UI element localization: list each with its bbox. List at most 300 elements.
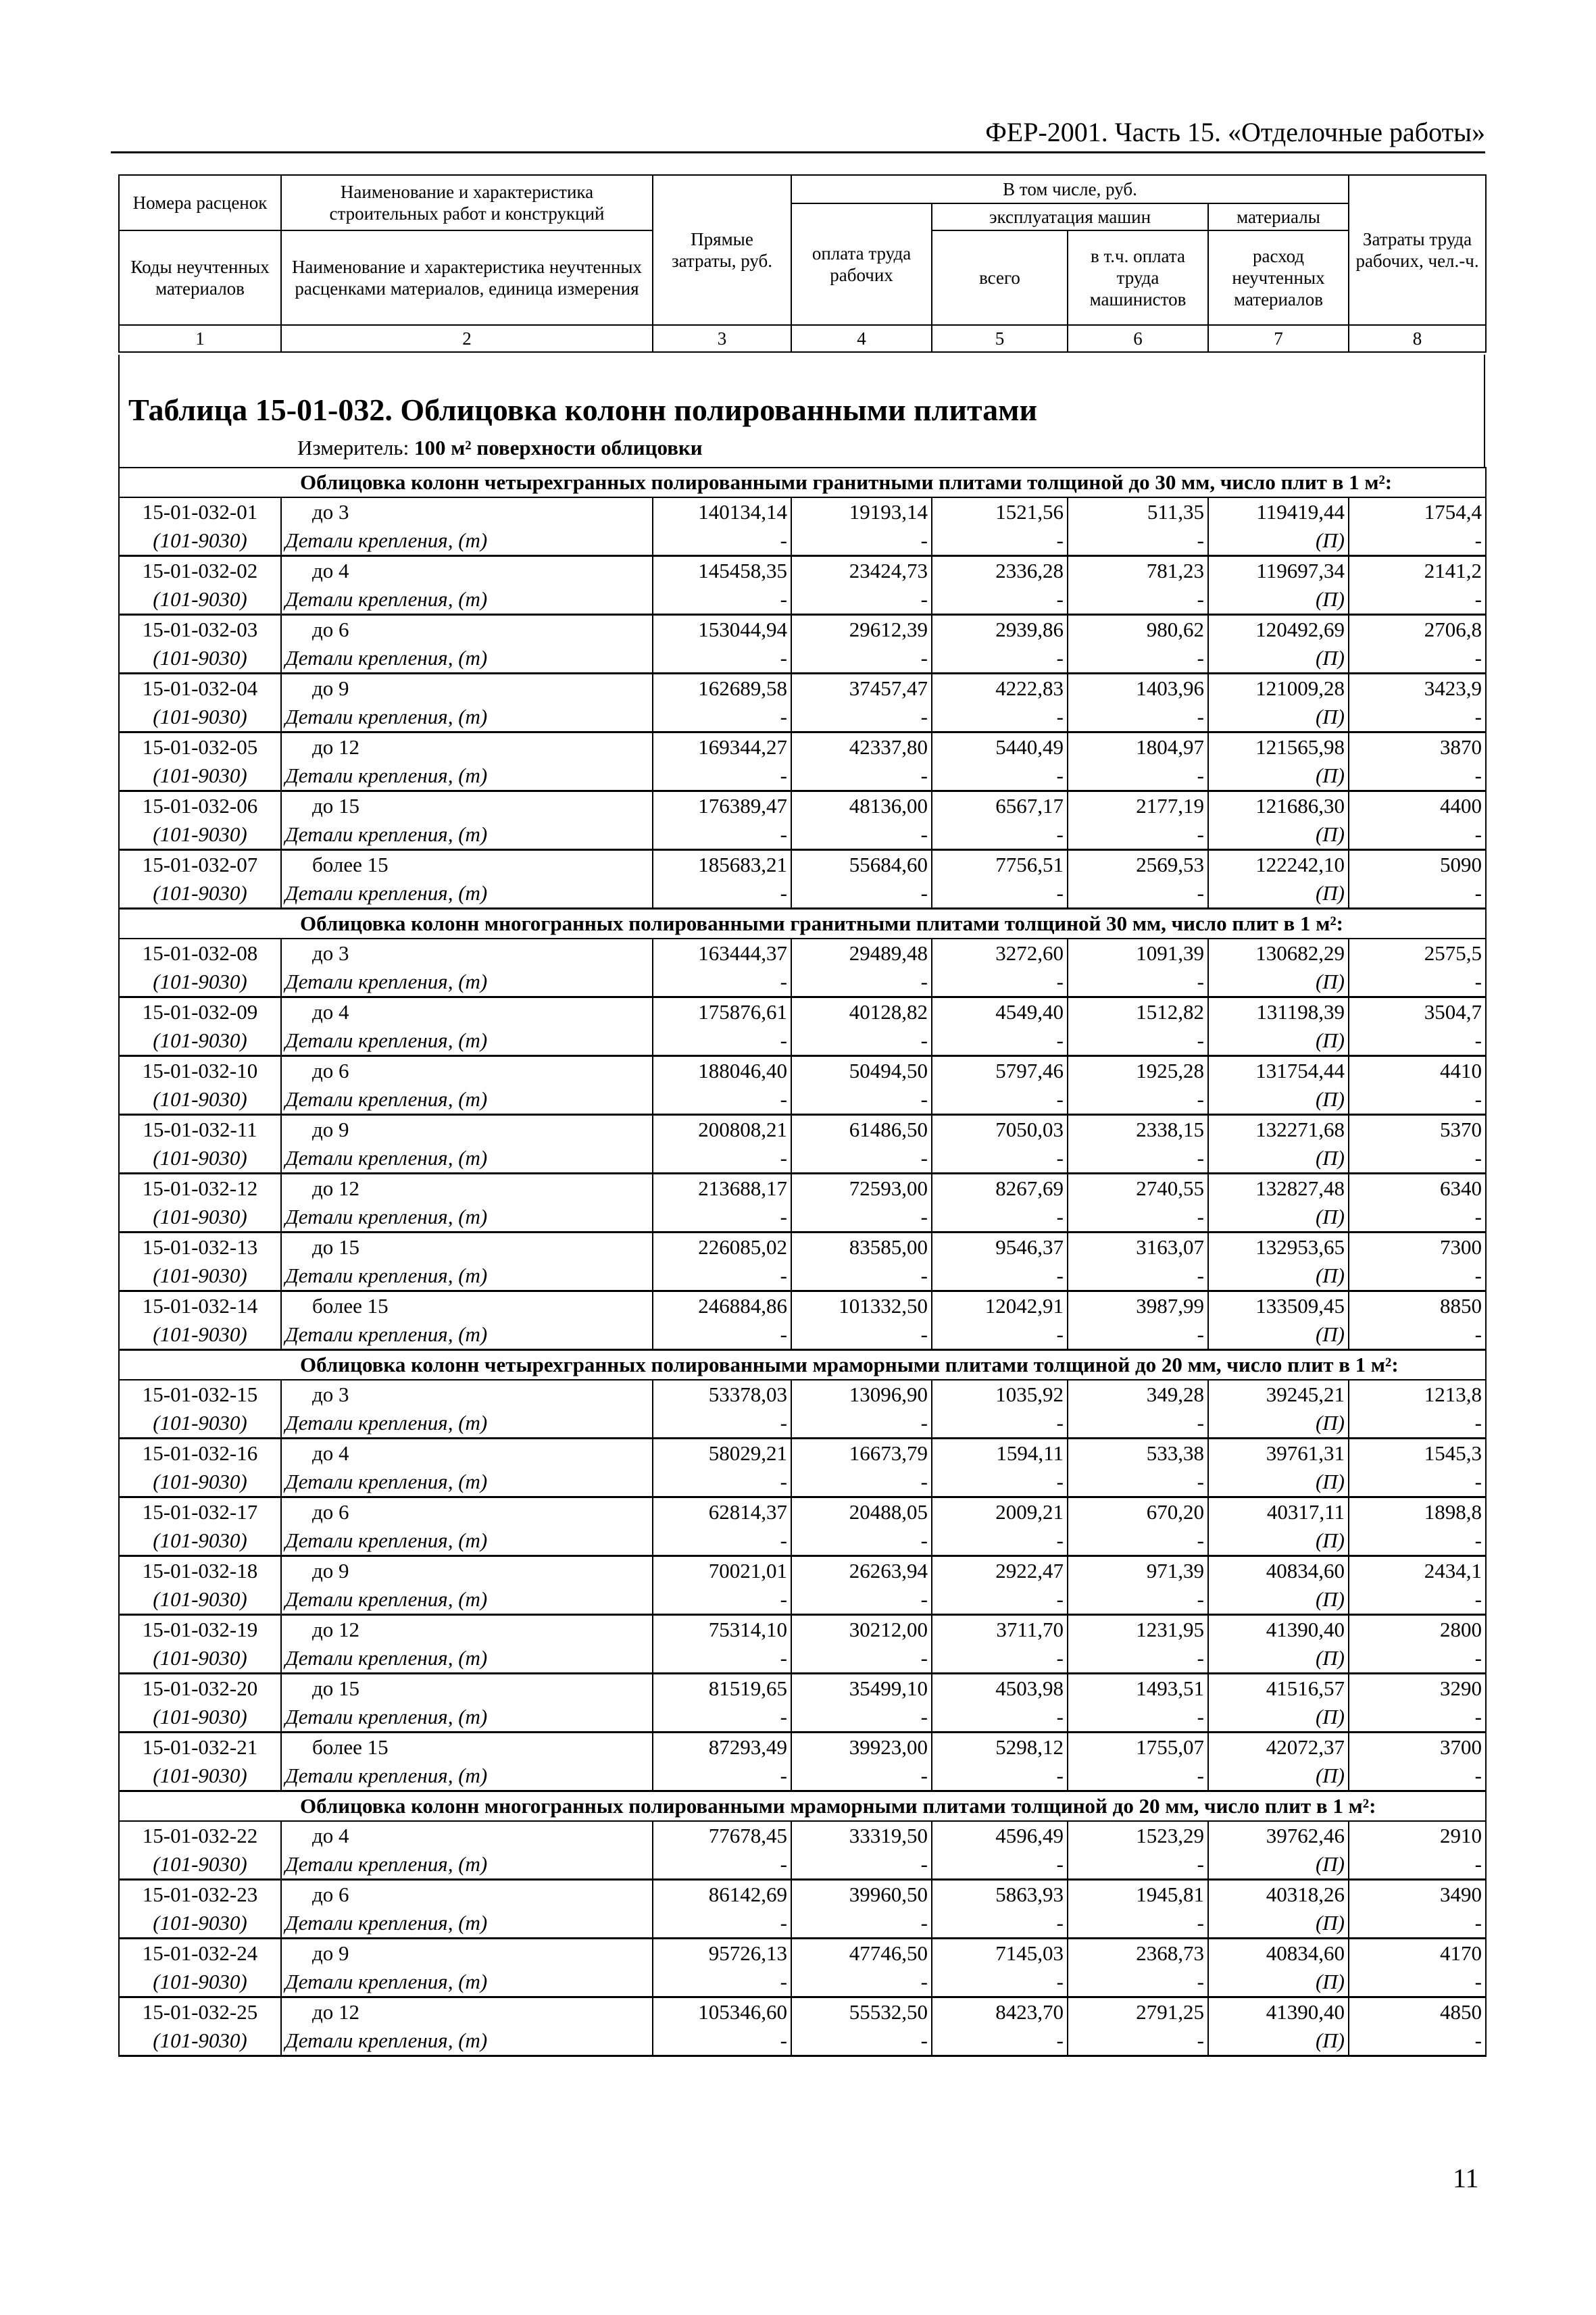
table-row (119, 997, 1486, 1056)
work-name (281, 1674, 653, 1733)
rate-code (119, 1380, 281, 1439)
machines-total-material-value: - (1056, 881, 1064, 905)
work-name-value: до 6 (312, 1500, 349, 1524)
labor-hours-value: 2141,2 (1424, 559, 1482, 582)
materials-cost (1208, 615, 1349, 674)
labor-hours-material-value: - (1474, 1970, 1482, 1993)
work-name-value: до 9 (312, 1118, 349, 1141)
rate-code (119, 1056, 281, 1115)
section-spacer (119, 1791, 281, 1822)
worker-pay (791, 1821, 932, 1880)
worker-pay (791, 1733, 932, 1791)
direct-costs-material-value: - (780, 881, 787, 905)
work-name-value: более 15 (312, 853, 389, 876)
machines-total-material-value: - (1056, 764, 1064, 787)
machines-total (932, 1439, 1068, 1497)
column-number: 8 (1349, 325, 1486, 352)
labor-hours-value: 3700 (1440, 1735, 1482, 1759)
rate-code (119, 1115, 281, 1174)
direct-costs (653, 1233, 791, 1291)
materials-cost-value: 121686,30 (1255, 794, 1345, 818)
column-number: 3 (653, 325, 791, 352)
work-name (281, 1556, 653, 1615)
materials-cost-material-value: (П) (1315, 1852, 1345, 1876)
labor-hours-value: 2706,8 (1424, 618, 1482, 641)
direct-costs-value: 86142,69 (708, 1883, 787, 1906)
work-name-material-value: Детали крепления, (т) (285, 764, 488, 787)
rate-code-value: 15-01-032-08 (142, 941, 258, 965)
rate-code-value: 15-01-032-14 (142, 1294, 258, 1318)
machines-total-material-value: - (1056, 1852, 1064, 1876)
labor-hours (1349, 1056, 1486, 1115)
rate-code-material-value: (101-9030) (153, 1028, 247, 1052)
worker-pay (791, 497, 932, 556)
table-row (119, 1880, 1486, 1939)
labor-hours-value: 1898,8 (1424, 1500, 1482, 1524)
machines-total (932, 615, 1068, 674)
worker-pay (791, 732, 932, 791)
materials-cost (1208, 1380, 1349, 1439)
machines-total-material-value: - (1056, 528, 1064, 552)
machines-total (932, 1821, 1068, 1880)
machines-total (932, 1997, 1068, 2056)
work-name-material-value: Детали крепления, (т) (285, 1764, 488, 1787)
work-name-material-value: Детали крепления, (т) (285, 705, 488, 728)
materials-cost-material-value: (П) (1315, 970, 1345, 993)
work-name-value: до 9 (312, 1941, 349, 1965)
rate-code (119, 1291, 281, 1350)
header-work-name: Наименование и характеристика строительных работ и конструкций (281, 175, 653, 230)
operator-pay-material-value: - (1197, 1764, 1204, 1787)
worker-pay (791, 1997, 932, 2056)
operator-pay-material-value: - (1197, 1205, 1204, 1228)
machines-total-material-value: - (1056, 1911, 1064, 1935)
direct-costs (653, 1615, 791, 1674)
worker-pay (791, 1880, 932, 1939)
work-name-material-value: Детали крепления, (т) (285, 528, 488, 552)
worker-pay-material-value: - (920, 970, 928, 993)
rate-code (119, 1439, 281, 1497)
page-number: 11 (1453, 2163, 1479, 2193)
labor-hours-value: 4850 (1440, 2000, 1482, 2024)
operator-pay-value: 2338,15 (1136, 1118, 1204, 1141)
table-row (119, 1733, 1486, 1791)
labor-hours-value: 2575,5 (1424, 941, 1482, 965)
labor-hours-material-value: - (1474, 970, 1482, 993)
rate-code-material-value: (101-9030) (153, 1646, 247, 1670)
rate-code (119, 674, 281, 732)
operator-pay-value: 1493,51 (1136, 1676, 1204, 1700)
rate-code-value: 15-01-032-01 (142, 500, 258, 524)
rate-code-material-value: (101-9030) (153, 705, 247, 728)
operator-pay-material-value: - (1197, 1587, 1204, 1611)
work-name (281, 1733, 653, 1791)
column-number: 5 (932, 325, 1068, 352)
materials-cost-value: 42072,37 (1266, 1735, 1345, 1759)
rate-code (119, 1615, 281, 1674)
materials-cost-material-value: (П) (1315, 1322, 1345, 1346)
worker-pay (791, 615, 932, 674)
worker-pay-material-value: - (920, 764, 928, 787)
worker-pay-material-value: - (920, 1146, 928, 1170)
rate-code-value: 15-01-032-02 (142, 559, 258, 582)
operator-pay-value: 2368,73 (1136, 1941, 1204, 1965)
machines-total-material-value: - (1056, 587, 1064, 611)
labor-hours-material-value: - (1474, 528, 1482, 552)
materials-cost-material-value: (П) (1315, 1028, 1345, 1052)
worker-pay (791, 1674, 932, 1733)
operator-pay-value: 1512,82 (1136, 1000, 1204, 1024)
rate-code-material-value: (101-9030) (153, 1264, 247, 1287)
direct-costs-value: 77678,45 (708, 1824, 787, 1847)
table-row (119, 850, 1486, 909)
operator-pay (1068, 939, 1208, 997)
table-row (119, 939, 1486, 997)
machines-total (932, 1556, 1068, 1615)
section-title: Облицовка колонн четырехгранных полированными гранитными плитами толщиной до 30 мм, число плит в 1 м²: (281, 468, 1486, 497)
direct-costs-value: 175876,61 (698, 1000, 787, 1024)
direct-costs-material-value: - (780, 1264, 787, 1287)
materials-cost-material-value: (П) (1315, 1705, 1345, 1728)
direct-costs-material-value: - (780, 1705, 787, 1728)
operator-pay (1068, 1233, 1208, 1291)
materials-cost-material-value: (П) (1315, 1470, 1345, 1493)
rate-code-value: 15-01-032-13 (142, 1235, 258, 1259)
rate-code-material-value: (101-9030) (153, 1528, 247, 1552)
operator-pay-material-value: - (1197, 587, 1204, 611)
operator-pay-material-value: - (1197, 1852, 1204, 1876)
labor-hours (1349, 615, 1486, 674)
machines-total (932, 732, 1068, 791)
materials-cost-value: 132827,48 (1255, 1176, 1345, 1200)
table-row (119, 1497, 1486, 1556)
direct-costs (653, 1674, 791, 1733)
work-name-material-value: Детали крепления, (т) (285, 587, 488, 611)
rate-code (119, 1497, 281, 1556)
rate-code (119, 1674, 281, 1733)
machines-total-value: 5298,12 (995, 1735, 1064, 1759)
worker-pay (791, 850, 932, 909)
worker-pay-material-value: - (920, 1705, 928, 1728)
machines-total-value: 1594,11 (996, 1441, 1064, 1465)
direct-costs-value: 162689,58 (698, 676, 787, 700)
rate-code-value: 15-01-032-16 (142, 1441, 258, 1465)
materials-cost-value: 132953,65 (1255, 1235, 1345, 1259)
rate-code-material-value: (101-9030) (153, 1087, 247, 1111)
rate-code (119, 1174, 281, 1233)
worker-pay-value: 30212,00 (849, 1618, 928, 1641)
direct-costs-value: 145458,35 (698, 559, 787, 582)
labor-hours-material-value: - (1474, 822, 1482, 846)
column-header-table (118, 174, 1487, 353)
section-spacer (119, 909, 281, 939)
machines-total-material-value: - (1056, 1587, 1064, 1611)
machines-total (932, 497, 1068, 556)
work-name (281, 791, 653, 850)
machines-total-material-value: - (1056, 1028, 1064, 1052)
direct-costs-value: 95726,13 (708, 1941, 787, 1965)
materials-cost (1208, 850, 1349, 909)
worker-pay-material-value: - (920, 1970, 928, 1993)
rate-code-value: 15-01-032-15 (142, 1383, 258, 1406)
rate-code (119, 1997, 281, 2056)
direct-costs-material-value: - (780, 705, 787, 728)
work-name-value: более 15 (312, 1735, 389, 1759)
operator-pay (1068, 1615, 1208, 1674)
rate-code-material-value: (101-9030) (153, 881, 247, 905)
rate-code (119, 939, 281, 997)
materials-cost-value: 41516,57 (1266, 1676, 1345, 1700)
rate-code-value: 15-01-032-05 (142, 735, 258, 759)
operator-pay (1068, 1291, 1208, 1350)
materials-cost (1208, 674, 1349, 732)
materials-cost (1208, 791, 1349, 850)
rate-code (119, 997, 281, 1056)
machines-total-value: 8423,70 (995, 2000, 1064, 2024)
direct-costs-material-value: - (780, 1470, 787, 1493)
operator-pay-value: 2791,25 (1136, 2000, 1204, 2024)
worker-pay-value: 23424,73 (849, 559, 928, 582)
worker-pay-value: 39923,00 (849, 1735, 928, 1759)
worker-pay-material-value: - (920, 1587, 928, 1611)
worker-pay-value: 26263,94 (849, 1559, 928, 1583)
operator-pay-value: 1091,39 (1136, 941, 1204, 965)
direct-costs-material-value: - (780, 1528, 787, 1552)
materials-cost (1208, 1674, 1349, 1733)
machines-total (932, 997, 1068, 1056)
operator-pay (1068, 1880, 1208, 1939)
machines-total-value: 1035,92 (995, 1383, 1064, 1406)
materials-cost-value: 121009,28 (1255, 676, 1345, 700)
materials-cost-material-value: (П) (1315, 1205, 1345, 1228)
machines-total (932, 791, 1068, 850)
materials-cost-material-value: (П) (1315, 822, 1345, 846)
labor-hours (1349, 674, 1486, 732)
worker-pay-value: 29489,48 (849, 941, 928, 965)
rate-code-value: 15-01-032-18 (142, 1559, 258, 1583)
direct-costs-material-value: - (780, 646, 787, 670)
machines-total-material-value: - (1056, 646, 1064, 670)
rate-code (119, 497, 281, 556)
materials-cost-value: 130682,29 (1255, 941, 1345, 965)
machines-total-value: 5863,93 (995, 1883, 1064, 1906)
worker-pay (791, 1615, 932, 1674)
rate-code-value: 15-01-032-10 (142, 1059, 258, 1082)
work-name-value: до 4 (312, 1824, 349, 1847)
table-title: Таблица 15-01-032. Облицовка колонн полированными плитами (128, 393, 1037, 427)
machines-total-material-value: - (1056, 1470, 1064, 1493)
materials-cost-material-value: (П) (1315, 1411, 1345, 1435)
header-material-codes: Коды неучтенных материалов (119, 230, 281, 325)
direct-costs-value: 169344,27 (698, 735, 787, 759)
direct-costs-value: 62814,37 (708, 1500, 787, 1524)
worker-pay (791, 1233, 932, 1291)
operator-pay-value: 670,20 (1146, 1500, 1204, 1524)
worker-pay (791, 1174, 932, 1233)
worker-pay (791, 997, 932, 1056)
work-name-value: до 15 (312, 1235, 360, 1259)
machines-total-material-value: - (1056, 1528, 1064, 1552)
rate-code-material-value: (101-9030) (153, 1470, 247, 1493)
labor-hours (1349, 732, 1486, 791)
labor-hours-value: 5090 (1440, 853, 1482, 876)
labor-hours-value: 1754,4 (1424, 500, 1482, 524)
rate-code (119, 1880, 281, 1939)
materials-cost-value: 40318,26 (1266, 1883, 1345, 1906)
machines-total-material-value: - (1056, 1646, 1064, 1670)
operator-pay (1068, 1380, 1208, 1439)
operator-pay-value: 1925,28 (1136, 1059, 1204, 1082)
column-number: 1 (119, 325, 281, 352)
operator-pay-value: 511,35 (1147, 500, 1204, 524)
direct-costs-value: 153044,94 (698, 618, 787, 641)
materials-cost-material-value: (П) (1315, 528, 1345, 552)
machines-total-value: 2939,86 (995, 618, 1064, 641)
labor-hours-material-value: - (1474, 1764, 1482, 1787)
labor-hours-value: 1213,8 (1424, 1383, 1482, 1406)
materials-cost (1208, 1174, 1349, 1233)
labor-hours-value: 2800 (1440, 1618, 1482, 1641)
section-header (119, 909, 1486, 939)
labor-hours (1349, 1880, 1486, 1939)
rate-code (119, 850, 281, 909)
operator-pay-material-value: - (1197, 1146, 1204, 1170)
labor-hours (1349, 1939, 1486, 1997)
labor-hours (1349, 1821, 1486, 1880)
machines-total-material-value: - (1056, 705, 1064, 728)
materials-cost (1208, 1997, 1349, 2056)
work-name-material-value: Детали крепления, (т) (285, 646, 488, 670)
direct-costs (653, 850, 791, 909)
header-rate-numbers: Номера расценок (119, 175, 281, 230)
materials-cost (1208, 997, 1349, 1056)
work-name (281, 1497, 653, 1556)
work-name (281, 1291, 653, 1350)
labor-hours (1349, 1115, 1486, 1174)
section-header (119, 468, 1486, 497)
direct-costs (653, 1733, 791, 1791)
rate-code-value: 15-01-032-19 (142, 1618, 258, 1641)
operator-pay-value: 2740,55 (1136, 1176, 1204, 1200)
section-header (119, 1791, 1486, 1822)
materials-cost-material-value: (П) (1315, 1528, 1345, 1552)
machines-total-value: 7145,03 (995, 1941, 1064, 1965)
operator-pay-value: 3163,07 (1136, 1235, 1204, 1259)
machines-total-value: 12042,91 (984, 1294, 1064, 1318)
direct-costs (653, 1115, 791, 1174)
work-name-value: до 3 (312, 1383, 349, 1406)
machines-total-material-value: - (1056, 1764, 1064, 1787)
worker-pay-material-value: - (920, 646, 928, 670)
direct-costs-material-value: - (780, 1411, 787, 1435)
machines-total-value: 5440,49 (995, 735, 1064, 759)
work-name-value: до 9 (312, 676, 349, 700)
rate-code-material-value: (101-9030) (153, 970, 247, 993)
direct-costs-material-value: - (780, 1205, 787, 1228)
worker-pay-value: 37457,47 (849, 676, 928, 700)
table-row (119, 1997, 1486, 2056)
section-title: Облицовка колонн многогранных полированными мраморными плитами толщиной до 20 мм, число плит в 1 м²: (281, 1791, 1486, 1822)
machines-total (932, 1939, 1068, 1997)
header-machines: эксплуатация машин (932, 203, 1208, 230)
worker-pay-value: 55684,60 (849, 853, 928, 876)
direct-costs-material-value: - (780, 1587, 787, 1611)
labor-hours-material-value: - (1474, 1587, 1482, 1611)
materials-cost (1208, 1880, 1349, 1939)
labor-hours (1349, 1674, 1486, 1733)
machines-total-value: 1521,56 (995, 500, 1064, 524)
rate-code (119, 615, 281, 674)
work-name-value: до 12 (312, 735, 360, 759)
worker-pay-value: 50494,50 (849, 1059, 928, 1082)
table-row (119, 1115, 1486, 1174)
direct-costs (653, 732, 791, 791)
worker-pay (791, 1056, 932, 1115)
direct-costs-value: 163444,37 (698, 941, 787, 965)
work-name (281, 997, 653, 1056)
machines-total (932, 1497, 1068, 1556)
work-name-value: до 12 (312, 1176, 360, 1200)
worker-pay-material-value: - (920, 528, 928, 552)
worker-pay-material-value: - (920, 1852, 928, 1876)
column-number: 4 (791, 325, 932, 352)
worker-pay (791, 1439, 932, 1497)
table-row (119, 615, 1486, 674)
rate-code (119, 556, 281, 615)
work-name-material-value: Детали крепления, (т) (285, 1970, 488, 1993)
machines-total (932, 1174, 1068, 1233)
direct-costs (653, 1821, 791, 1880)
machines-total (932, 1115, 1068, 1174)
operator-pay-material-value: - (1197, 1705, 1204, 1728)
rate-code-material-value: (101-9030) (153, 646, 247, 670)
operator-pay-value: 1403,96 (1136, 676, 1204, 700)
rate-code-material-value: (101-9030) (153, 1911, 247, 1935)
labor-hours-value: 3423,9 (1424, 676, 1482, 700)
direct-costs-value: 53378,03 (708, 1383, 787, 1406)
operator-pay (1068, 1997, 1208, 2056)
operator-pay (1068, 1115, 1208, 1174)
direct-costs-material-value: - (780, 587, 787, 611)
rate-code-value: 15-01-032-06 (142, 794, 258, 818)
machines-total (932, 1380, 1068, 1439)
worker-pay-value: 13096,90 (849, 1383, 928, 1406)
worker-pay-value: 39960,50 (849, 1883, 928, 1906)
machines-total-material-value: - (1056, 1205, 1064, 1228)
machines-total-value: 4549,40 (995, 1000, 1064, 1024)
table-row (119, 1556, 1486, 1615)
work-name-material-value: Детали крепления, (т) (285, 1705, 488, 1728)
work-name-material-value: Детали крепления, (т) (285, 1587, 488, 1611)
work-name-value: до 12 (312, 1618, 360, 1641)
rate-code-material-value: (101-9030) (153, 587, 247, 611)
labor-hours-material-value: - (1474, 1646, 1482, 1670)
work-name-material-value: Детали крепления, (т) (285, 1528, 488, 1552)
materials-cost (1208, 1115, 1349, 1174)
worker-pay-material-value: - (920, 1411, 928, 1435)
materials-cost (1208, 1233, 1349, 1291)
worker-pay-value: 61486,50 (849, 1118, 928, 1141)
materials-cost-value: 40834,60 (1266, 1559, 1345, 1583)
worker-pay-material-value: - (920, 1028, 928, 1052)
labor-hours-material-value: - (1474, 1470, 1482, 1493)
materials-cost (1208, 732, 1349, 791)
operator-pay (1068, 1674, 1208, 1733)
work-name-material-value: Детали крепления, (т) (285, 1852, 488, 1876)
rate-code-material-value: (101-9030) (153, 1587, 247, 1611)
operator-pay-value: 533,38 (1146, 1441, 1204, 1465)
machines-total-value: 7050,03 (995, 1118, 1064, 1141)
